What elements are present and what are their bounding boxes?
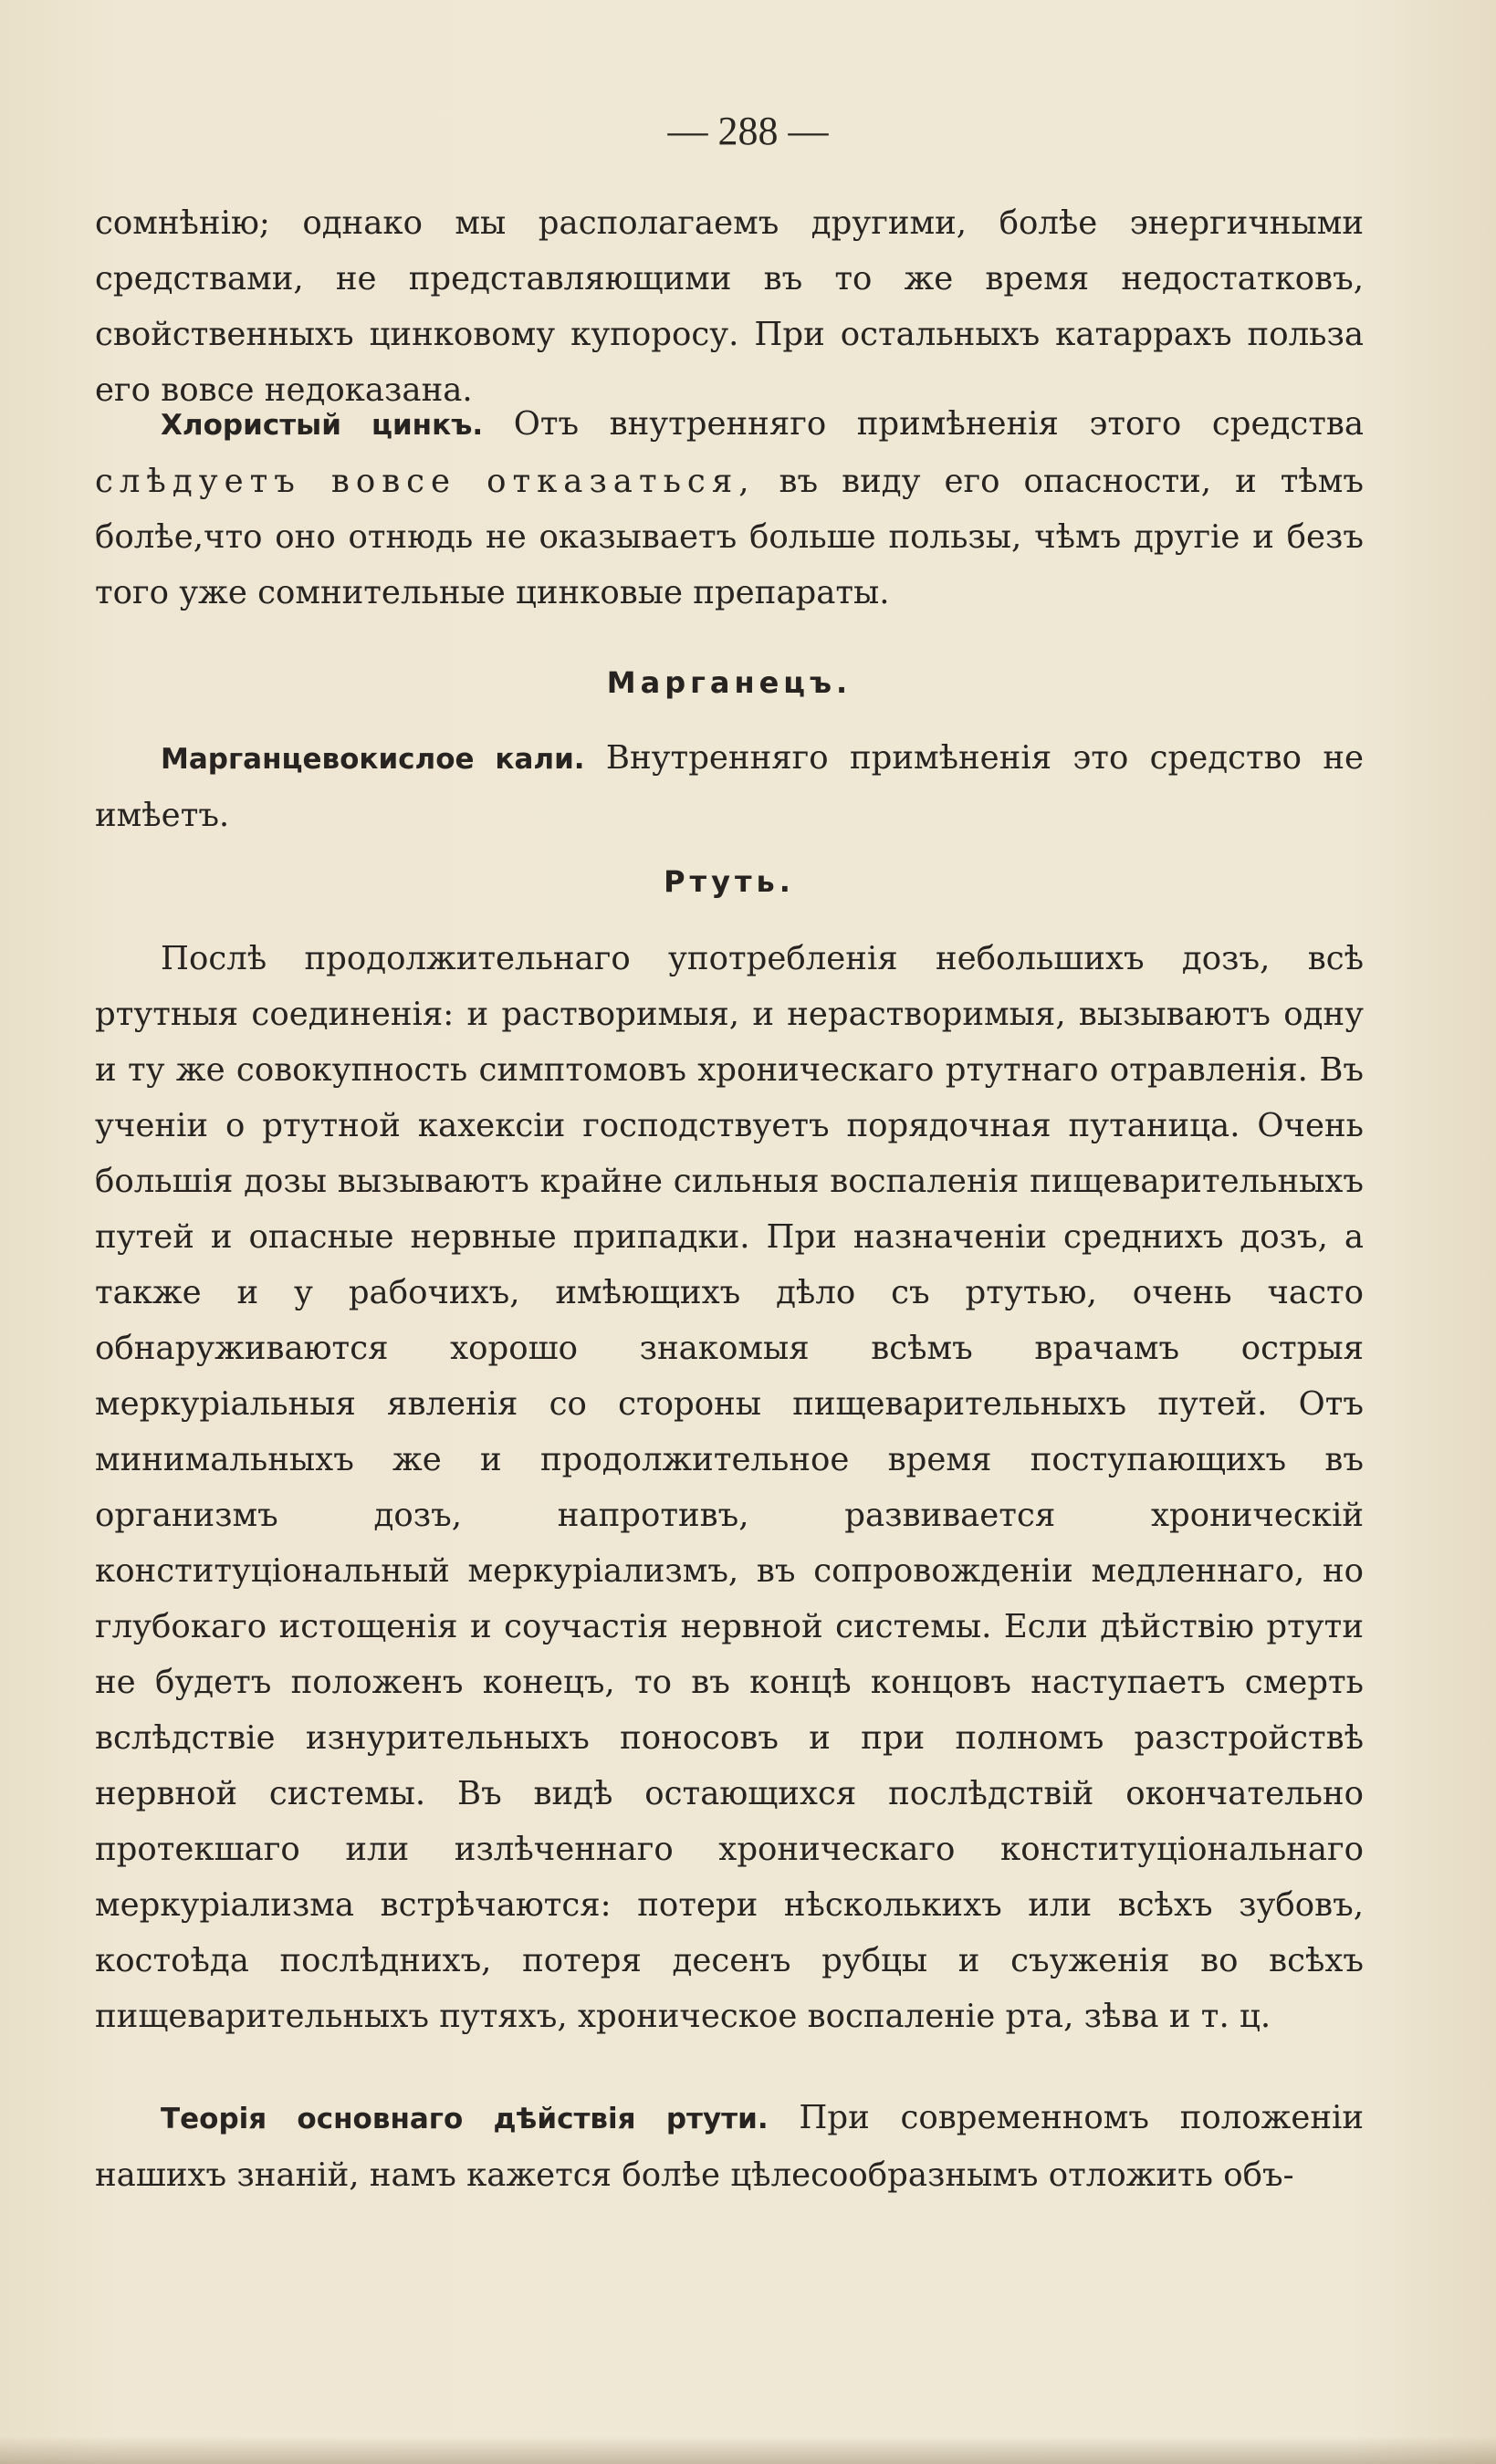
paragraph-zinc-sulfate-end — [95, 195, 1364, 418]
paragraph-potassium-permanganate — [95, 730, 1364, 843]
paragraph-text: сомнѣнію; однако мы располагаемъ другими, болѣе энергичными средствами, не представляющими въ то же время недостатковъ, свойственныхъ цинковому купоросу. При остальныхъ катаррахъ польза его вовсе недоказана. — [95, 204, 1364, 409]
paragraph-text — [95, 396, 1364, 621]
paragraph-mercury-poisoning — [95, 931, 1364, 2044]
text-part: При современномъ положеніи нашихъ знаній, намъ кажется болѣе цѣлесообразнымъ отложить объ- — [95, 2099, 1365, 2194]
runin-heading: Марганцевокислое кали. — [161, 743, 585, 776]
paragraph-mercury-theory — [95, 2090, 1364, 2203]
page-number: — 288 — — [667, 109, 829, 153]
section-heading-mercury — [95, 854, 1364, 910]
paragraph-text: Послѣ продолжительнаго употребленія небольшихъ дозъ, всѣ ртутныя соединенія: и растворимыя, и нерастворимыя, вызываютъ одну и ту же совокупность симптомовъ хроническаго ртутнаго отравленія. Въ ученіи о ртутной кахексіи господствуетъ порядочная путаница. Очень большія дозы вызываютъ крайне сильныя воспаленія пищеварительныхъ путей и опасные нервные припадки. При назначеніи среднихъ дозъ, а также и у рабочихъ, имѣющихъ дѣло съ ртутью, очень часто обнаруживаются хорошо знакомыя всѣмъ врачамъ острыя меркуріальныя явленія со стороны пищеварительныхъ путей. Отъ минимальныхъ же и продолжительное время поступающихъ въ организмъ дозъ, напротивъ, развивается хроническій конституціональный меркуріализмъ, въ сопровожденіи медленнаго, но глубокаго истощенія и соучастія нервной системы. Если дѣйствію ртути не будетъ положенъ конецъ, то въ концѣ концовъ наступаетъ смерть вслѣдствіе изнурительныхъ поносовъ и при полномъ разстройствѣ нервной системы. Въ видѣ остающихся послѣдствій окончательно протекшаго или излѣченнаго хроническаго конституціональнаго меркуріализма встрѣчаются: потери нѣсколькихъ или всѣхъ зубовъ, костоѣда послѣднихъ, потеря десенъ рубцы и съуженія во всѣхъ пищеварительныхъ путяхъ, хроническое воспаленіе рта, зѣва и т. ц. — [95, 940, 1364, 2035]
text-part: Отъ внутренняго примѣненія этого средства — [513, 405, 1364, 443]
paragraph-zinc-chloride — [95, 396, 1364, 621]
paragraph-text — [95, 730, 1364, 843]
section-heading: Ртуть. — [664, 864, 795, 899]
spaced-emphasis: слѣдуетъ вовсе отказаться, — [95, 463, 756, 500]
paragraph-text — [95, 2090, 1364, 2203]
runin-heading: Теорія основнаго дѣйствія ртути. — [161, 2103, 769, 2135]
section-heading-manganese — [95, 655, 1364, 711]
section-heading: Марганецъ. — [606, 665, 853, 700]
text-part: въ виду его опасности, и тѣмъ болѣе,что оно отнюдь не оказываетъ больше пользы, чѣмъ другіе и безъ того уже сомнительные цинковые препараты. — [95, 463, 1364, 611]
page-bottom-edge — [0, 2437, 1496, 2464]
text-part: Внутренняго примѣненія это средство не имѣетъ. — [95, 739, 1365, 834]
runin-heading: Хлористый цинкъ. — [161, 409, 484, 442]
